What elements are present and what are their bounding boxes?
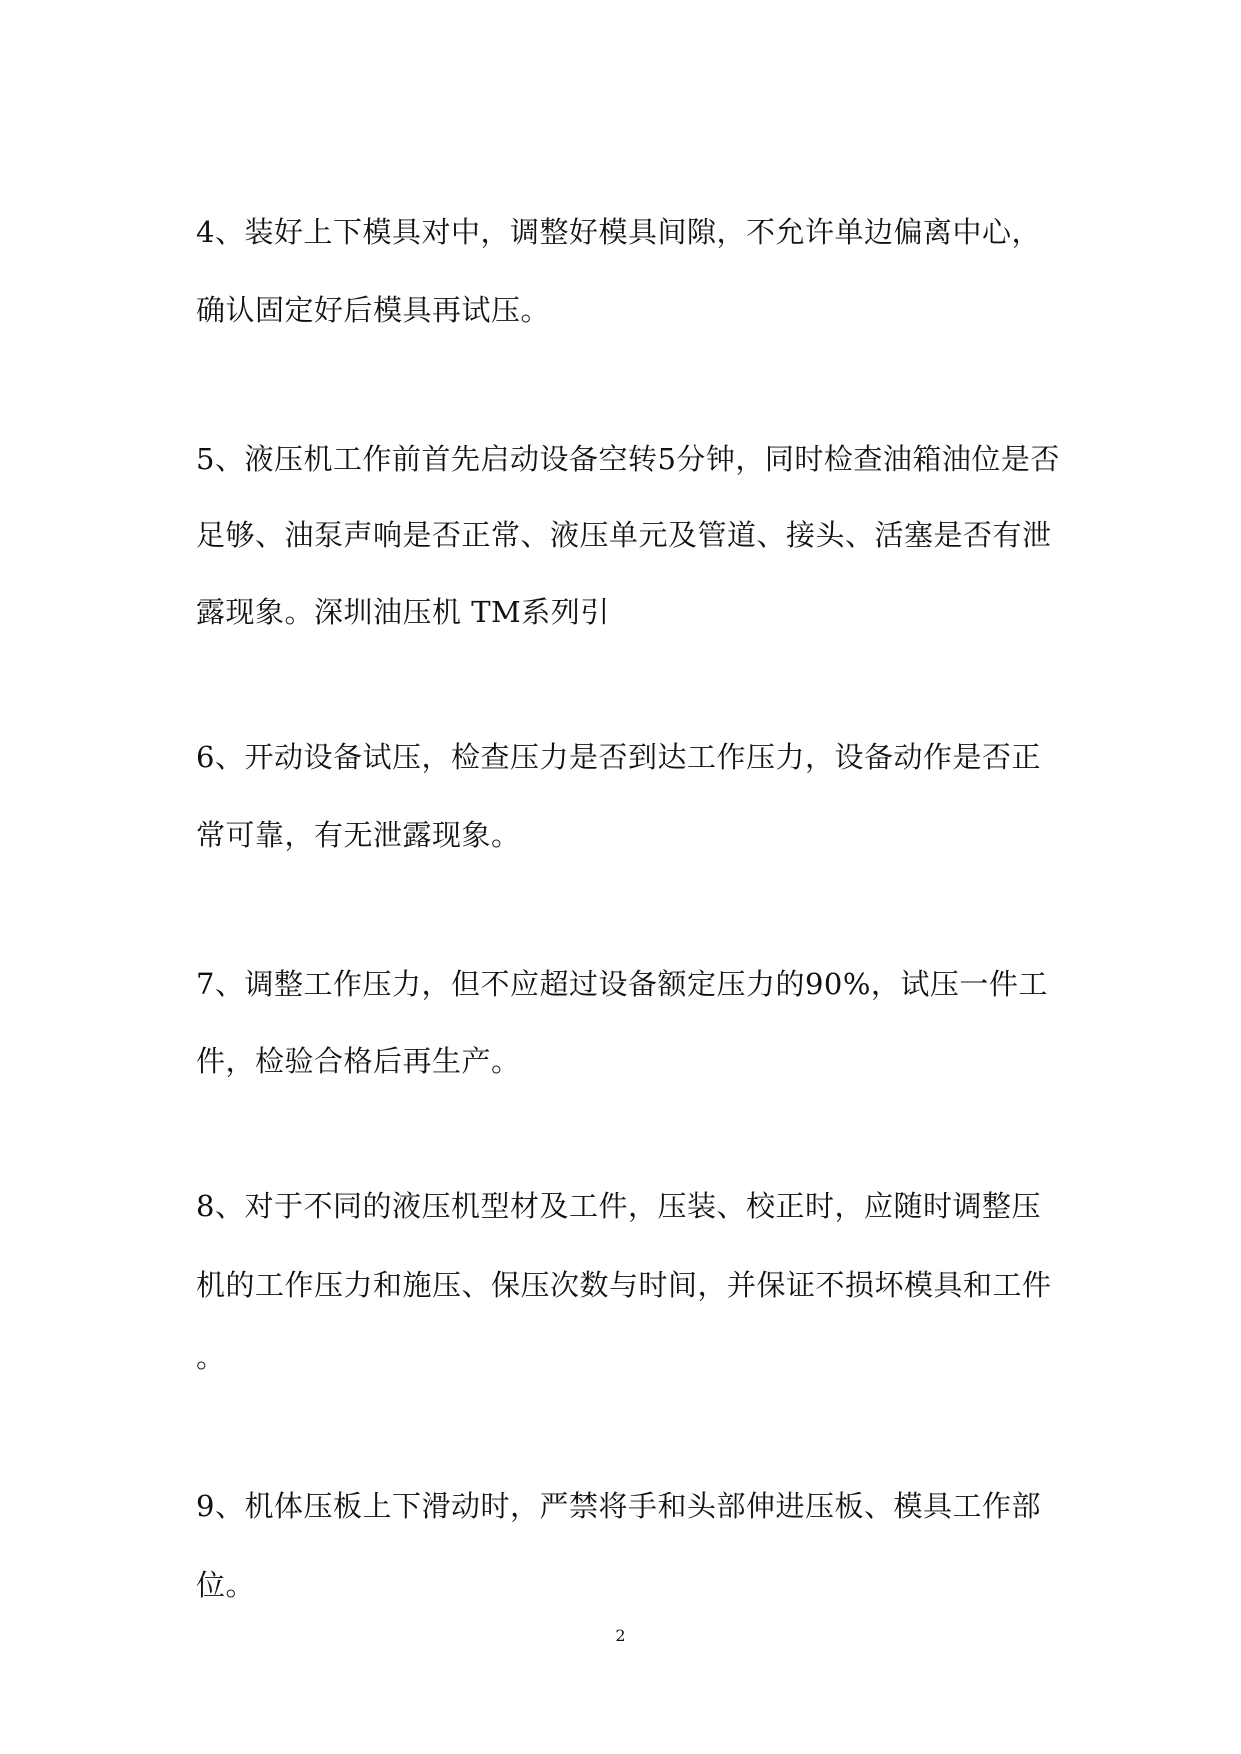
paragraph-line: 露现象。深圳油压机 TM系列引 [196, 595, 610, 629]
paragraph-line: 机的工作压力和施压、保压次数与时间，并保证不损坏模具和工件 [196, 1268, 1052, 1302]
paragraph-line: 。 [196, 1340, 226, 1374]
paragraph-line: 7、调整工作压力，但不应超过设备额定压力的90%，试压一件工 [196, 967, 1048, 1001]
page-number: 2 [615, 1626, 626, 1645]
paragraph-line: 件，检验合格后再生产。 [196, 1044, 521, 1078]
paragraph-line: 常可靠，有无泄露现象。 [196, 818, 521, 852]
paragraph-line: 确认固定好后模具再试压。 [196, 293, 551, 327]
paragraph-line: 8、对于不同的液压机型材及工件，压装、校正时，应随时调整压 [196, 1189, 1041, 1223]
paragraph-line: 5、液压机工作前首先启动设备空转5分钟，同时检查油箱油位是否 [196, 442, 1060, 476]
paragraph-line: 足够、油泵声响是否正常、液压单元及管道、接头、活塞是否有泄 [196, 518, 1052, 552]
paragraph-line: 4、装好上下模具对中，调整好模具间隙，不允许单边偏离中心， [196, 215, 1041, 249]
paragraph-line: 6、开动设备试压，检查压力是否到达工作压力，设备动作是否正 [196, 740, 1041, 774]
paragraph-line: 9、机体压板上下滑动时，严禁将手和头部伸进压板、模具工作部 [196, 1489, 1041, 1523]
paragraph-line: 位。 [196, 1568, 256, 1602]
